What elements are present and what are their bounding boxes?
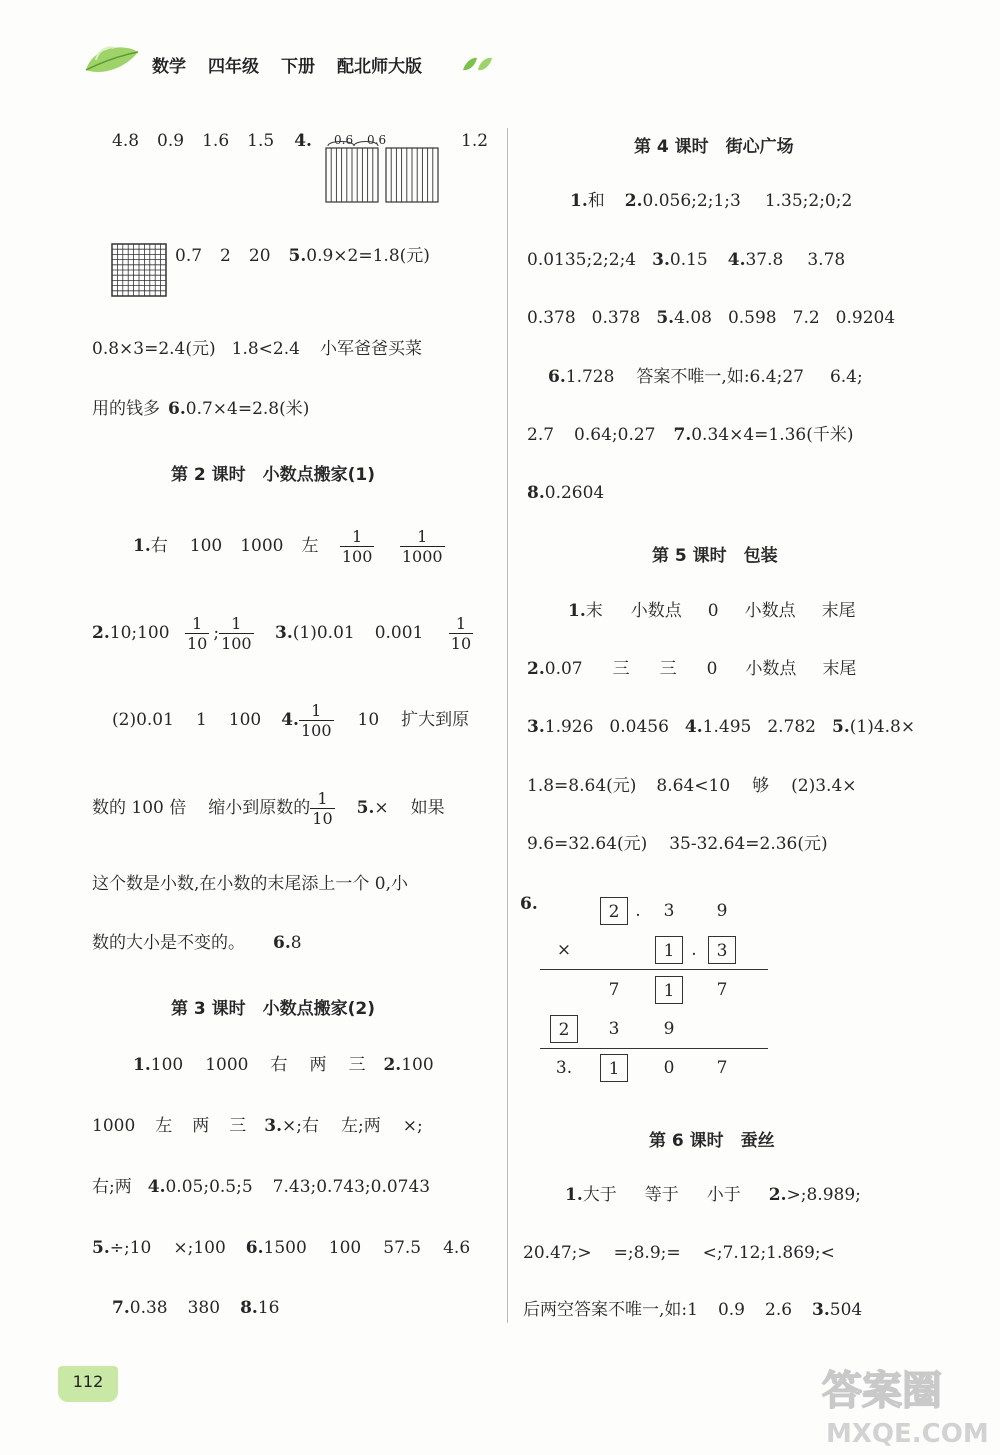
decimal-strip-diagram (320, 138, 442, 206)
section-title-lesson-6: 第 6 课时 蚕丝 (649, 1131, 775, 1151)
fraction: $\frac{1}{10}$ (450, 614, 472, 653)
section-title-lesson-2: 第 2 课时 小数点搬家(1) (171, 465, 376, 485)
page-number: 112 (72, 1372, 104, 1391)
answer-line-s3l1: 1.100 1000 右 两 三 2.100 (133, 1055, 434, 1075)
answer-line-r5: 2.7 0.64;0.27 7.0.34×4=1.36(千米) (527, 425, 854, 445)
section-title-lesson-4: 第 4 课时 街心广场 (634, 137, 794, 157)
answer-line-r10: 1.8=8.64(元) 8.64<10 够 (2)3.4× (527, 776, 857, 796)
svg-text:答案圈: 答案圈 (822, 1368, 942, 1414)
section-title-lesson-3: 第 3 课时 小数点搬家(2) (171, 999, 376, 1019)
answer-line-l3: 0.8×3=2.4(元) 1.8<2.4 小军爸爸买菜 (92, 339, 422, 359)
answer-line-s2l6: 数的大小是不变的。 6.8 (92, 933, 302, 953)
answer-line-r9: 3.1.926 0.0456 4.1.495 2.782 5.(1)4.8× (527, 717, 916, 737)
answer-line-s2l1: 1.右 100 1000 左 $\frac{1}{100}$ $\frac{1}{1000}$ (133, 527, 443, 566)
hundred-grid-diagram (111, 243, 167, 297)
fraction: $\frac{1}{10}$ (312, 789, 333, 828)
answer-line-s2l5: 这个数是小数,在小数的末尾添上一个 0,小 (92, 874, 409, 894)
column-divider (507, 128, 508, 1323)
vertical-multiplication: 6. 2 . 3 9 × 1 . 3 7 1 7 2 3 9 3. 1 0 7 (520, 890, 760, 1090)
edition-label: 配北师大版 (337, 57, 422, 77)
subject-label: 数学 (152, 57, 186, 77)
fraction: $\frac{1}{100}$ (341, 527, 373, 566)
equation-line (540, 969, 768, 970)
volume-label: 下册 (281, 57, 315, 77)
fraction: $\frac{1}{1000}$ (401, 527, 443, 566)
answer-line-r11: 9.6=32.64(元) 35-32.64=2.36(元) (527, 834, 828, 854)
answer-value: 1.2 (461, 131, 489, 151)
answer-line-s2l3: (2)0.01 1 100 4. $\frac{1}{100}$ 10 扩大到原 (112, 701, 470, 740)
answer-line-r13: 20.47;> =;8.9;= <;7.12;1.869;< (523, 1243, 835, 1263)
answer-line-l2: 0.7 2 20 5.0.9×2=1.8(元) (175, 246, 430, 266)
answer-line-r7: 1.末 小数点 0 小数点 末尾 (568, 601, 856, 621)
fraction: $\frac{1}{100}$ (300, 701, 332, 740)
answer-line-s2l2: 2.10;100 $\frac{1}{10}$ ; $\frac{1}{100}$ 3.(1)0.01 0.001 $\frac{1}{10}$ (92, 614, 472, 653)
page-header (82, 40, 522, 90)
answer-line-r1: 1.和 2.0.056;2;1;3 1.35;2;0;2 (570, 191, 853, 211)
fraction: $\frac{1}{10}$ (186, 614, 208, 653)
equation-line (540, 1048, 768, 1049)
book-title (152, 52, 444, 77)
answer-line-r8: 2.0.07 三 三 0 小数点 末尾 (527, 659, 857, 679)
answer-line-s3l2: 1000 左 两 三 3.×;右 左;两 ×; (92, 1116, 423, 1136)
answer-line-s2l4: 数的 100 倍 缩小到原数的 $\frac{1}{10}$ 5.× 如果 (92, 789, 445, 828)
svg-text:MXQE.COM: MXQE.COM (826, 1419, 989, 1448)
answer-line-l4: 用的钱多 6.0.7×4=2.8(米) (92, 399, 310, 419)
answer-line-r3: 0.378 0.378 5.4.08 0.598 7.2 0.9204 (527, 308, 896, 328)
answer-line-s3l3: 右;两 4.0.05;0.5;5 7.43;0.743;0.0743 (92, 1177, 431, 1197)
answer-line-r12: 1.大于 等于 小于 2.>;8.989; (565, 1185, 861, 1205)
answer-line-l1: 4.8 0.9 1.6 1.5 4. (112, 131, 312, 151)
grade-label: 四年级 (208, 57, 259, 77)
answer-line-r14: 后两空答案不唯一,如:1 0.9 2.6 3.504 (523, 1300, 863, 1320)
answer-line-r2: 0.0135;2;2;4 3.0.15 4.37.8 3.78 (527, 250, 846, 270)
small-leaves-icon (460, 54, 494, 74)
green-leaf-logo (82, 40, 142, 80)
answer-line-s3l5: 7.0.38 380 8.16 (112, 1298, 280, 1318)
answer-line-r4: 6.1.728 答案不唯一,如:6.4;27 6.4; (548, 367, 863, 387)
answer-line-r6: 8.0.2604 (527, 483, 605, 503)
page-number-tab (58, 1366, 118, 1402)
fraction: $\frac{1}{100}$ (221, 614, 252, 653)
watermark-logo (820, 1358, 995, 1448)
section-title-lesson-5: 第 5 课时 包装 (652, 546, 778, 566)
answer-line-s3l4: 5.÷;10 ×;100 6.1500 100 57.5 4.6 (92, 1238, 471, 1258)
